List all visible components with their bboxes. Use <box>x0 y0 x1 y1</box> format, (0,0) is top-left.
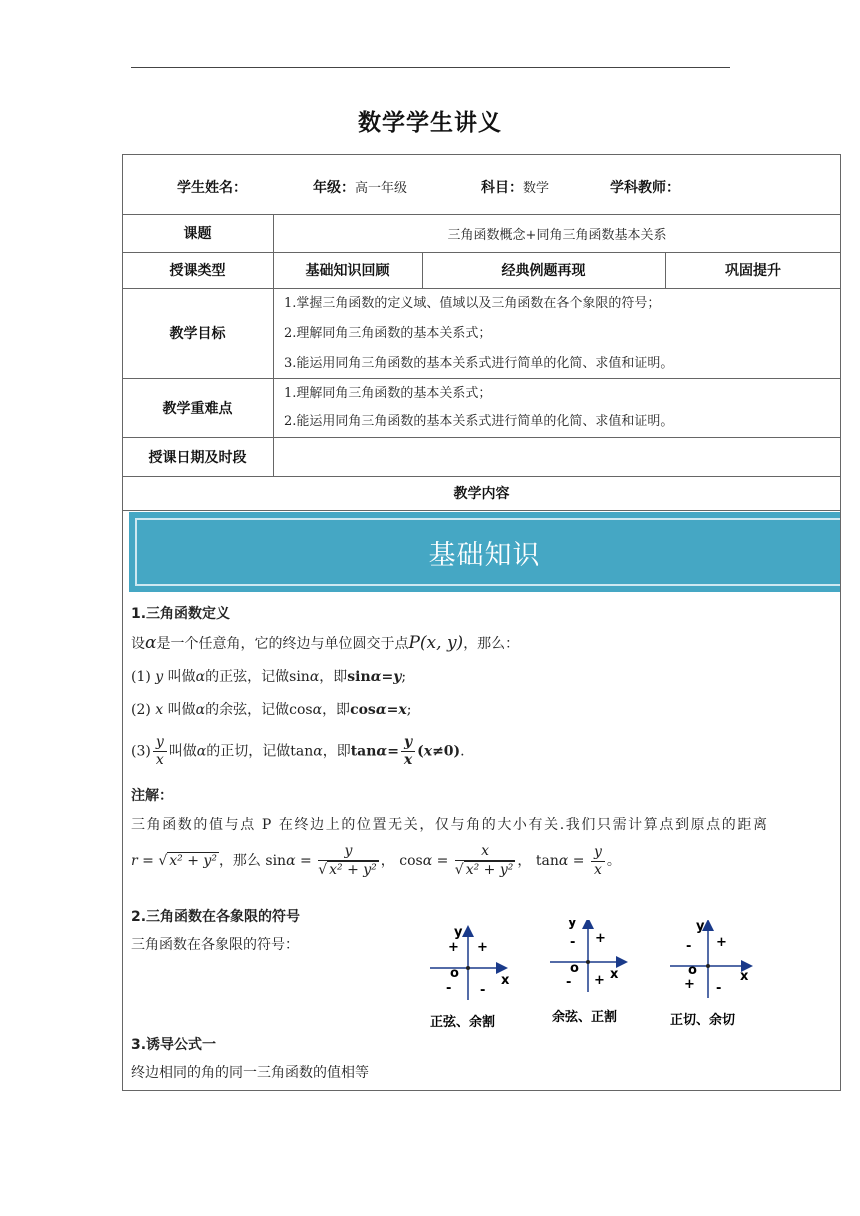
key-points-label: 教学重难点 <box>162 400 233 417</box>
tangent-definition: (3) $\frac{y}{x}$ 叫做α的正切，记做tanα，即tanα= $\frac{y}{x}$ (x≠0). <box>131 734 465 768</box>
note-text: 三角函数的值与点 P 在终边上的位置无关，仅与角的大小有关.我们只需计算点到原点的距离 <box>131 817 769 833</box>
cos-formula: cosα <box>289 702 323 718</box>
date-label: 授课日期及时段 <box>148 449 247 466</box>
sine-definition: (1) y 叫做α的正弦，记做sinα，即sinα=y; <box>131 669 407 685</box>
svg-text:-: - <box>566 975 572 990</box>
teacher-label: 学科教师： <box>610 180 680 196</box>
tangent-sign-diagram <box>670 920 750 1028</box>
quadrant-1-sign: + <box>477 940 488 955</box>
tan-condition: (x≠0) <box>417 743 461 760</box>
subject-label: 科目： <box>481 180 523 196</box>
cos-ratio: $\frac{x}{\text{√ x² + y²}}$ <box>454 843 514 878</box>
sin-ratio: $\frac{y}{\text{√ x² + y²}}$ <box>318 843 377 878</box>
tan-fraction: $\frac{y}{x}$ <box>401 734 415 769</box>
goal-item: 2.理解同角三角函数的基本关系式； <box>284 326 492 341</box>
banner-title: 基础知识 <box>428 539 541 571</box>
y-symbol: y <box>155 669 164 685</box>
lesson-type-label: 授课类型 <box>169 263 226 279</box>
text: 是一个任意角，它的终边与单位圆交于点 <box>156 636 409 652</box>
text: (1) <box>131 669 151 685</box>
topic-label: 课题 <box>183 226 212 242</box>
svg-text:o: o <box>450 966 459 981</box>
svg-text:正切、余切: 正切、余切 <box>670 1013 736 1028</box>
goal-item: 3.能运用同角三角函数的基本关系式进行简单的化简、求值和证明。 <box>284 356 674 371</box>
svg-text:-: - <box>686 939 692 954</box>
ratio-formulas: r = √ x² + y² ，那么 sinα = $\frac{y}{\text{√ x² + y²}}$ ， cosα = $\frac{x}{\text{√ x² + y²}}$ ， tanα = $\frac{y}{x}$ 。 <box>131 843 621 878</box>
grade-value: 高一年级 <box>355 181 408 196</box>
diagram-caption: 正弦、余割 <box>430 1015 496 1030</box>
header-rule <box>131 67 730 68</box>
sine-sign-diagram <box>430 925 510 1030</box>
text: 叫做 <box>167 669 196 685</box>
section3-heading: 3.诱导公式一 <box>131 1037 217 1053</box>
svg-text:+: + <box>684 977 695 992</box>
section1-heading: 1.三角函数定义 <box>131 606 231 622</box>
tan-equation: tanα= <box>350 743 399 760</box>
text: 叫做 <box>167 702 196 718</box>
tan-ratio: $\frac{y}{x}$ <box>591 844 605 879</box>
goal-item: 1.掌握三角函数的定义域、值域以及三角函数在各个象限的符号； <box>284 296 661 311</box>
svg-text:-: - <box>570 935 576 950</box>
text: 叫做 <box>168 743 197 760</box>
type-option-review: 基础知识回顾 <box>305 263 390 279</box>
cosine-sign-diagram <box>550 920 625 1025</box>
definition-intro <box>131 633 519 653</box>
text: 设 <box>131 636 145 652</box>
grade-field <box>313 177 407 197</box>
quadrant-sign-diagrams <box>420 920 780 1035</box>
page-title: 数学学生讲义 <box>358 110 502 136</box>
text: ，即 <box>322 743 351 760</box>
svg-text:x: x <box>740 969 749 984</box>
alpha-symbol: α <box>195 702 206 718</box>
subject-value: 数学 <box>523 181 550 196</box>
student-name-label: 学生姓名： <box>177 180 247 196</box>
svg-text:+: + <box>716 935 727 950</box>
grade-label: 年级： <box>313 180 355 196</box>
text: ，那么： <box>463 636 520 652</box>
note-label: 注解： <box>131 788 173 804</box>
y-over-x-fraction: $\frac{y}{x}$ <box>153 734 167 769</box>
r-formula: r <box>131 853 138 869</box>
sin-equation: sinα=y <box>347 669 402 685</box>
text: 的正切，记做 <box>206 743 291 760</box>
alpha-symbol: α <box>145 633 157 653</box>
svg-text:o: o <box>570 961 579 976</box>
quadrant-2-sign: + <box>448 940 459 955</box>
svg-text:y: y <box>568 920 577 930</box>
section-banner <box>129 512 840 592</box>
subject-field <box>481 177 549 197</box>
cosine-definition: (2) x 叫做α的余弦，记做cosα，即cosα=x; <box>131 702 412 718</box>
svg-text:余弦、正割: 余弦、正割 <box>552 1010 618 1025</box>
text: 的余弦，记做 <box>205 702 290 718</box>
quadrant-3-sign: - <box>446 981 452 996</box>
section3-text: 终边相同的角的同一三角函数的值相等 <box>131 1065 369 1081</box>
x-symbol: x <box>155 702 164 718</box>
text: ，即 <box>319 669 348 685</box>
sqrt-expression: x² + y² <box>169 853 217 869</box>
type-option-practice: 巩固提升 <box>725 263 781 279</box>
type-option-examples: 经典例题再现 <box>501 263 586 279</box>
goals-label: 教学目标 <box>169 326 226 342</box>
text: 的正弦，记做 <box>205 669 290 685</box>
cos-equation: cosα=x <box>350 702 407 718</box>
svg-text:x: x <box>501 973 510 988</box>
svg-text:+: + <box>595 931 606 946</box>
svg-text:-: - <box>716 981 722 996</box>
svg-text:x: x <box>610 967 619 982</box>
section2-text: 三角函数在各象限的符号： <box>131 937 299 953</box>
text: (3) <box>131 743 151 760</box>
text: (2) <box>131 702 151 718</box>
key-point-item: 2.能运用同角三角函数的基本关系式进行简单的化简、求值和证明。 <box>284 414 674 429</box>
row-divider <box>122 510 841 511</box>
topic-value: 三角函数概念+同角三角函数基本关系 <box>447 227 667 243</box>
point-p-symbol: P(x, y) <box>408 633 464 653</box>
key-point-item: 1.理解同角三角函数的基本关系式； <box>284 386 492 401</box>
section2-heading: 2.三角函数在各象限的符号 <box>131 909 301 925</box>
sin-formula: sinα <box>289 669 320 685</box>
text: ，那么 <box>218 853 261 869</box>
quadrant-4-sign: - <box>480 983 486 998</box>
svg-text:o: o <box>688 963 697 978</box>
alpha-symbol: α <box>196 743 207 760</box>
text: ，即 <box>322 702 351 718</box>
alpha-symbol: α <box>195 669 206 685</box>
tan-formula: tanα <box>290 743 323 760</box>
svg-text:y: y <box>696 920 705 934</box>
svg-text:y: y <box>454 925 463 940</box>
content-label: 教学内容 <box>453 486 510 502</box>
svg-text:+: + <box>594 973 605 988</box>
